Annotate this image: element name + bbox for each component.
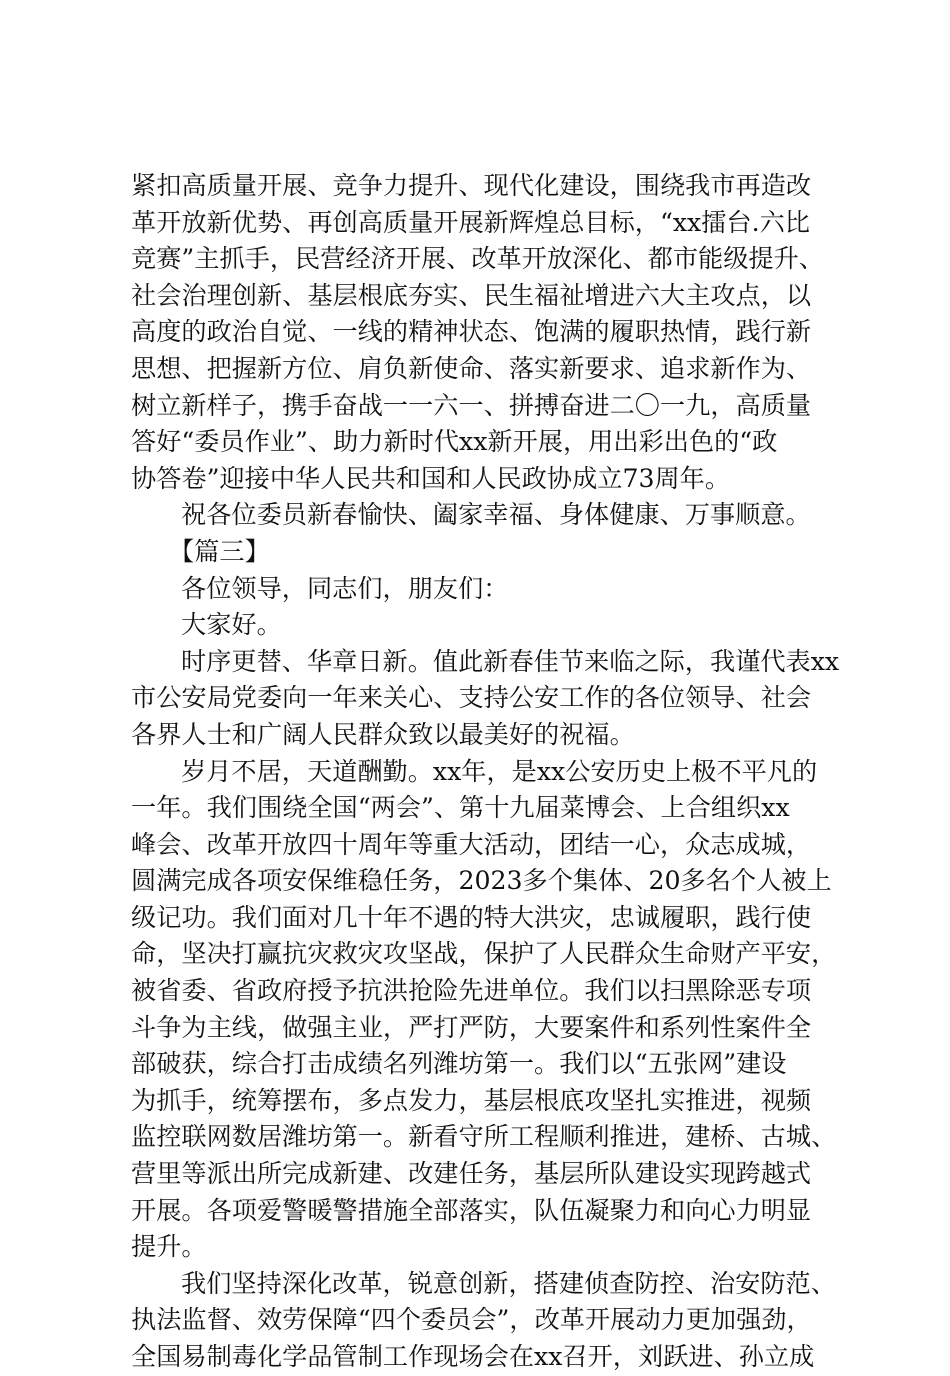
section-heading: 【篇三】 (169, 536, 270, 566)
text-line: 市公安局党委向一年来关心、支持公安工作的各位领导、社会 (131, 683, 812, 713)
text-line: 为抓手，统筹摆布，多点发力，基层根底攻坚扎实推进，视频 (131, 1085, 812, 1115)
text-line: 各界人士和广阔人民群众致以最美好的祝福。 (131, 719, 635, 749)
text-line: 命，坚决打赢抗灾救灾攻坚战，保护了人民群众生命财产平安， (131, 939, 837, 969)
greeting: 大家好。 (181, 610, 282, 640)
text-line: 圆满完成各项安保维稳任务，2023多个集体、20多名个人被上 (131, 866, 832, 896)
text-line: 营里等派出所完成新建、改建任务，基层所队建设实现跨越式 (131, 1159, 812, 1189)
salutation: 各位领导，同志们，朋友们： (181, 573, 509, 603)
text-line-blessing: 祝各位委员新春愉快、阖家幸福、身体健康、万事顺意。 (181, 500, 811, 530)
text-line: 执法监督、效劳保障“四个委员会”，改革开展动力更加强劲， (131, 1305, 812, 1335)
text-line: 答好“委员作业”、助力新时代xx新开展，用出彩出色的“政 (131, 427, 778, 457)
text-line: 思想、把握新方位、肩负新使命、落实新要求、追求新作为、 (131, 353, 812, 383)
text-line: 社会治理创新、基层根底夯实、民生福祉增进六大主攻点，以 (131, 280, 812, 310)
paragraph-start: 岁月不居，天道酬勤。xx年，是xx公安历史上极不平凡的 (181, 756, 818, 786)
text-line: 级记功。我们面对几十年不遇的特大洪灾，忠诚履职，践行使 (131, 902, 812, 932)
paragraph-start: 我们坚持深化改革，锐意创新，搭建侦查防控、治安防范、 (181, 1268, 836, 1298)
paragraph-start: 时序更替、华章日新。值此新春佳节来临之际，我谨代表xx (181, 646, 840, 676)
text-line: 被省委、省政府授予抗洪抢险先进单位。我们以扫黑除恶专项 (131, 976, 812, 1006)
text-line: 提升。 (131, 1232, 207, 1262)
text-line: 开展。各项爱警暖警措施全部落实，队伍凝聚力和向心力明显 (131, 1195, 812, 1225)
text-line: 革开放新优势、再创高质量开展新辉煌总目标，“xx擂台.六比 (131, 207, 810, 237)
text-line: 紧扣高质量开展、竞争力提升、现代化建设，围绕我市再造改 (131, 171, 812, 200)
text-line: 部破获，综合打击成绩名列潍坊第一。我们以“五张网”建设 (131, 1049, 787, 1079)
text-line: 竞赛”主抓手，民营经济开展、改革开放深化、都市能级提升、 (131, 244, 824, 274)
text-line: 高度的政治自觉、一线的精神状态、饱满的履职热情，践行新 (131, 317, 812, 347)
text-line: 斗争为主线，做强主业，严打严防，大要案件和系列性案件全 (131, 1012, 812, 1042)
text-line: 协答卷”迎接中华人民共和国和人民政协成立73周年。 (131, 463, 731, 493)
text-line: 监控联网数居潍坊第一。新看守所工程顺利推进，建桥、古城、 (131, 1122, 837, 1152)
text-line: 全国易制毒化学品管制工作现场会在xx召开，刘跃进、孙立成 (131, 1342, 815, 1371)
document-body (131, 168, 840, 1376)
text-line: 一年。我们围绕全国“两会”、第十九届菜博会、上合组织xx (131, 793, 790, 823)
text-line: 树立新样子，携手奋战一一六一、拼搏奋进二〇一九，高质量 (131, 390, 812, 420)
text-line: 峰会、改革开放四十周年等重大活动，团结一心，众志成城， (131, 829, 812, 859)
